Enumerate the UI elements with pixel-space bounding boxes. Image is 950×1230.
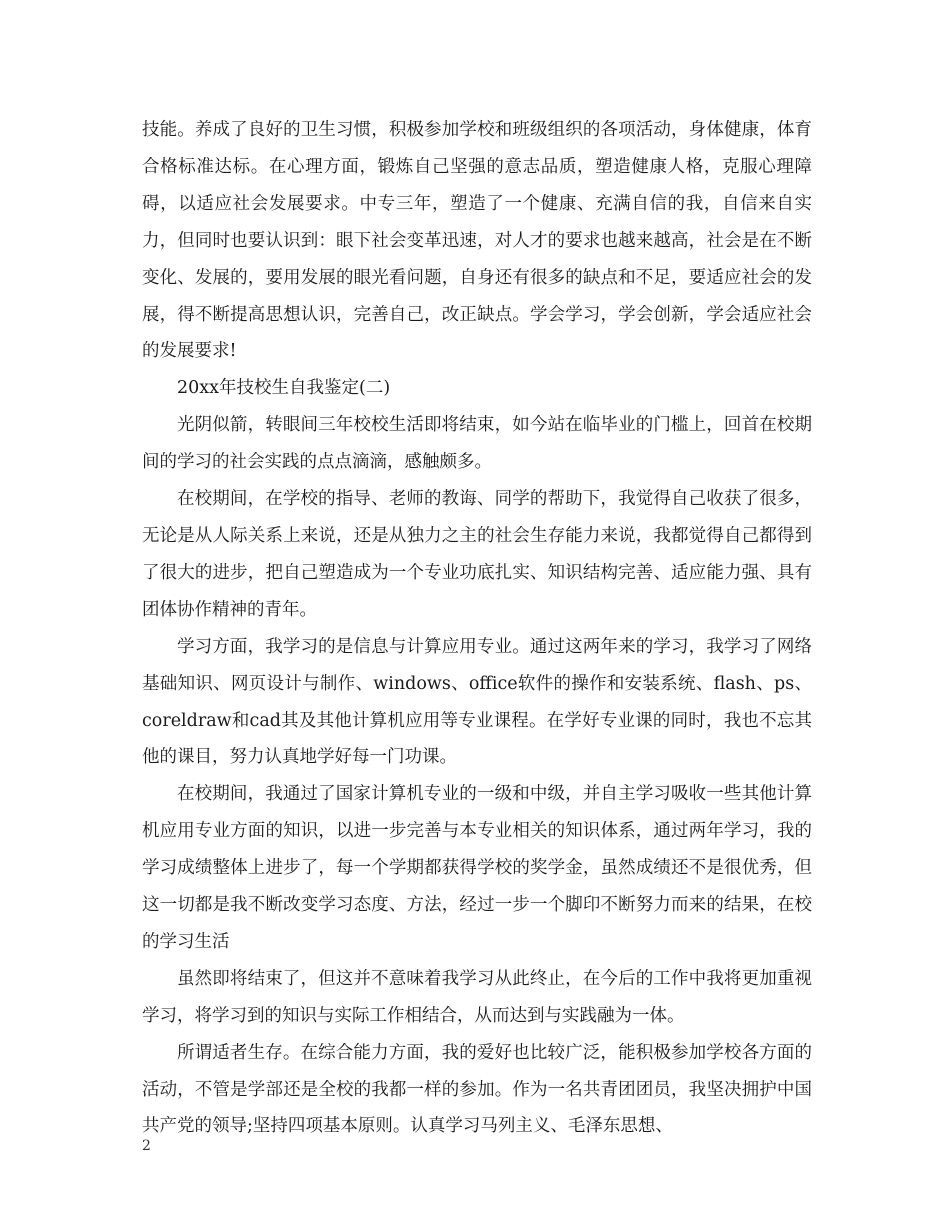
paragraph-achievements: 在校期间，我通过了国家计算机专业的一级和中级，并自主学习吸收一些其他计算机应用专业方面的知识，以进一步完善与本专业相关的知识体系，通过两年学习，我的学习成绩整体上进步了，每一个学期都获得学校的奖学金，虽然成绩还不是很优秀，但这一切都是我不断改变学习态度、方法，经过一步一个脚印不断努力而来的结果，在校的学习生活: [142, 784, 812, 952]
page-number: 2: [142, 1138, 151, 1154]
body-text: [142, 112, 812, 1145]
paragraph-intro: 光阴似箭，转眼间三年校校生活即将结束，如今站在临毕业的门槛上，回首在校期间的学习的社会实践的点点滴滴，感触颇多。: [142, 415, 812, 473]
paragraph-school-period: 在校期间，在学校的指导、老师的教诲、同学的帮助下，我觉得自己收获了很多，无论是从人际关系上来说，还是从独力之主的社会生存能力来说，我都觉得自己都得到了很大的进步，把自己塑造成为一个专业功底扎实、知识结构完善、适应能力强、具有团体协作精神的青年。: [142, 489, 812, 620]
paragraph-future: 虽然即将结束了，但这并不意味着我学习从此终止，在今后的工作中我将更加重视学习，将学习到的知识与实际工作相结合，从而达到与实践融为一体。: [142, 968, 812, 1026]
paragraph-continuation: 技能。养成了良好的卫生习惯，积极参加学校和班级组织的各项活动，身体健康，体育合格标准达标。在心理方面，锻炼自己坚强的意志品质，塑造健康人格，克服心理障碍，以适应社会发展要求。中专三年，塑造了一个健康、充满自信的我，自信来自实力，但同时也要认识到：眼下社会变革迅速，对人才的要求也越来越高，社会是在不断变化、发展的，要用发展的眼光看问题，自身还有很多的缺点和不足，要适应社会的发展，得不断提高思想认识，完善自己，改正缺点。学会学习，学会创新，学会适应社会的发展要求!: [142, 120, 812, 362]
paragraph-abilities: 所谓适者生存。在综合能力方面，我的爱好也比较广泛，能积极参加学校各方面的活动，不管是学部还是全校的我都一样的参加。作为一名共青团团员，我坚决拥护中国共产党的领导;坚持四项基本原则。认真学习马列主义、毛泽东思想、: [142, 1042, 812, 1137]
paragraph-study: 学习方面，我学习的是信息与计算应用专业。通过这两年来的学习，我学习了网络基础知识、网页设计与制作、windows、office软件的操作和安装系统、flash、ps、coreldraw和cad其及其他计算机应用等专业课程。在学好专业课的同时，我也不忘其他的课目，努力认真地学好每一门功课。: [142, 636, 812, 768]
section-heading: 20xx年技校生自我鉴定(二): [177, 378, 391, 399]
